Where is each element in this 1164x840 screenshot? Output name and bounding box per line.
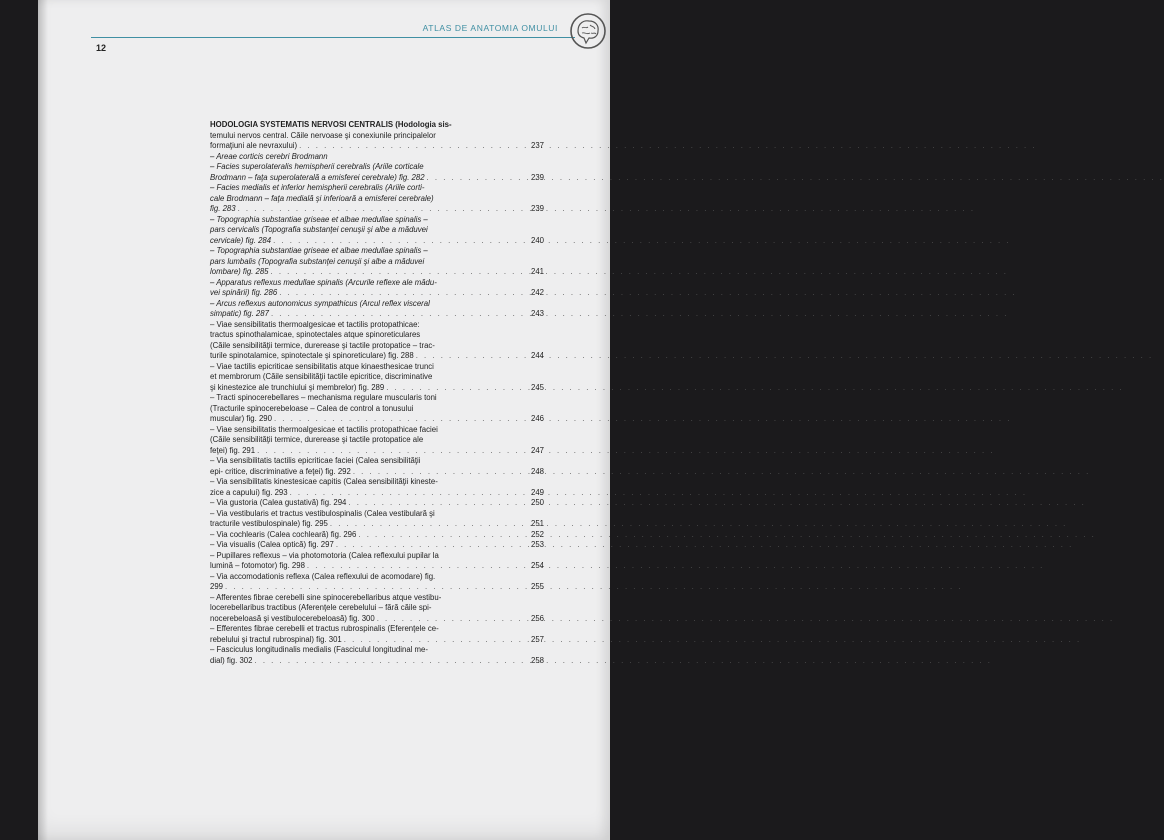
toc-entry-text: – Facies medialis et inferior hemispherii cerebralis (Ariile corti- [210, 183, 425, 192]
toc-entry-line [210, 288, 544, 299]
toc-entry-line [210, 162, 516, 173]
dot-leader [254, 656, 991, 667]
toc-entry-text: rebelului şi tractul rubrospinal) fig. 301 [210, 634, 342, 644]
toc-page-number: 255 [530, 582, 544, 591]
dot-leader [274, 414, 1011, 425]
toc-entry [210, 624, 544, 645]
toc-entry [210, 592, 544, 625]
toc-entry-text: lumină – fotomotor) fig. 298 [210, 561, 305, 570]
toc-entry-line [210, 655, 544, 667]
toc-entry-line [210, 582, 544, 593]
dot-leader [273, 236, 1010, 247]
toc-entry-line [210, 613, 544, 625]
dot-leader [377, 614, 1114, 625]
toc-page-number: 239 [530, 172, 544, 182]
toc-entry-text: tracturile vestibulospinale) fig. 295 [210, 519, 328, 528]
toc-page-number: 239 [530, 204, 544, 213]
toc-entry [210, 298, 544, 320]
toc-entry-line [210, 445, 544, 457]
toc-entry-text: formaţiuni ale nevraxului) [210, 141, 298, 150]
toc-entry [210, 183, 544, 215]
toc-entry-line [210, 603, 516, 614]
dot-leader [330, 519, 1067, 530]
toc-page-number: 237 [530, 141, 544, 150]
toc-entry-text: et membrorum (Căile sensibilităţii tactile epicritice, discriminative [210, 372, 433, 381]
dot-leader [279, 288, 1016, 299]
toc-entry-line [210, 425, 516, 436]
toc-entry [210, 529, 544, 541]
toc-entry-text: – Via vestibularis et tractus vestibulospinalis (Calea vestibulară şi [210, 508, 435, 518]
toc-entry-line [210, 320, 516, 331]
toc-page-number: 244 [530, 351, 544, 360]
toc-entry-text: – Via sensibilitatis tactilis epicriticae faciei (Calea sensibilităţii [210, 456, 421, 465]
toc-entry-line [210, 382, 544, 394]
dot-leader [344, 635, 1081, 646]
toc-page-number: 241 [530, 267, 544, 276]
toc-entry-text: – Via sensibilitatis kinestesicae capitis (Calea sensibilităţii kineste- [210, 477, 438, 486]
toc-entry-text: simpatic) fig. 287 [210, 309, 269, 318]
toc-entry-text: – Apparatus reflexus medullae spinalis (Arcurile reflexe ale mădu- [210, 277, 437, 287]
toc-page-number: 249 [530, 487, 544, 497]
toc-entry [210, 498, 544, 509]
toc-entry-line [210, 572, 516, 583]
toc-entry-text: – Fasciculus longitudinalis medialis (Fasciculul longitudinal me- [210, 645, 428, 654]
toc-entry-line [210, 593, 516, 604]
toc-page-number: 243 [530, 309, 544, 318]
toc-entry-line [210, 645, 516, 656]
toc-entry-line [210, 309, 544, 320]
toc-entry [210, 319, 544, 362]
toc-entry-line [210, 152, 516, 163]
toc-entry-line [210, 225, 516, 236]
toc-entry-text: – Arcus reflexus autonomicus sympathicus (Arcul reflex visceral [210, 298, 430, 308]
toc-page-number: 247 [530, 445, 544, 455]
toc-entry-line [210, 477, 516, 488]
toc-page-number: 250 [530, 498, 544, 507]
dot-leader [271, 309, 1008, 320]
toc-entry [210, 645, 544, 666]
toc-entry [210, 477, 544, 498]
toc-entry [210, 277, 544, 299]
toc-entry [210, 246, 544, 278]
toc-entry-text: – Topographia substantiae griseae et albae medullae spinalis – [210, 246, 428, 255]
toc-entry [210, 152, 516, 163]
toc-entry-text: feţei) fig. 291 [210, 445, 256, 455]
toc-entry [210, 214, 544, 247]
toc-entry-line [210, 498, 544, 509]
toc-entry-line [210, 551, 516, 562]
toc-entry-text: – Via accomodationis reflexa (Calea reflexului de acomodare) fig. [210, 571, 436, 581]
dot-leader [271, 267, 1008, 278]
toc-entry [210, 120, 544, 152]
toc-entry-text: – Viae sensibilitatis thermoalgesicae et tactilis protopathicae faciei [210, 424, 438, 434]
toc-entry-text: tractus spinothalamicae, spinotectales atque spinoreticulares [210, 330, 421, 339]
toc-entry-line [210, 624, 516, 635]
dot-leader [307, 561, 1044, 572]
toc-entry-text: vei spinării) fig. 286 [210, 288, 278, 297]
toc-entry-text: (Tracturile spinocerebeloase – Calea de control a tonusului [210, 403, 414, 413]
dot-leader [238, 204, 975, 215]
toc-page-number: 242 [530, 288, 544, 297]
toc-page-number: 240 [530, 235, 544, 245]
toc-entry-line [210, 278, 516, 289]
toc-entry-text: pars cervicalis (Topografia substanţei cenuşii şi albe a măduvei [210, 225, 428, 234]
toc-entry-line [210, 120, 516, 131]
toc-entry-text: locerebellaribus tractibus (Aferenţele cerebelului – fără căile spi- [210, 603, 432, 612]
toc-entry-text: – Via cochlearis (Calea cochleară) fig. 296 [210, 529, 357, 539]
page-number: 12 [96, 43, 107, 53]
toc-page-number: 258 [530, 655, 544, 665]
toc-entry-line [210, 299, 516, 310]
toc-entry-line [210, 529, 544, 541]
toc-entry-line [210, 267, 544, 278]
toc-entry-text: şi kinestezice ale trunchiului şi membrelor) fig. 289 [210, 382, 385, 392]
toc-entry-text: – Efferentes fibrae cerebelli et tractus rubrospinalis (Eferenţele ce- [210, 624, 439, 633]
toc-page-number: 252 [530, 529, 544, 539]
toc-entry-text: nocerebeloasă şi vestibulocerebeloasă) fig. 300 [210, 613, 375, 623]
toc-entry-line [210, 372, 516, 383]
toc-entry-line [210, 330, 516, 341]
running-title: ATLAS DE ANATOMIA OMULUI [422, 23, 558, 33]
toc-entry-line [210, 634, 544, 646]
dot-leader [225, 582, 962, 593]
toc-entry-text: HODOLOGIA SYSTEMATIS NERVOSI CENTRALIS (Hodologia sis- [210, 120, 452, 129]
toc-entry-line [210, 414, 544, 425]
book-page [38, 0, 610, 840]
dot-leader [386, 383, 1123, 394]
toc-entry-text: Brodmann – faţa superolaterală a emisferei cerebrale) fig. 282 [210, 172, 425, 182]
toc-entry-line [210, 393, 516, 404]
toc-entry-line [210, 362, 516, 373]
dot-leader [290, 488, 1027, 499]
table-of-contents [210, 120, 544, 666]
toc-entry-line [210, 435, 516, 446]
toc-entry-text: lombare) fig. 285 [210, 267, 269, 276]
toc-entry-text: muscular) fig. 290 [210, 414, 272, 423]
toc-entry-line [210, 194, 516, 205]
toc-page-number: 254 [530, 561, 544, 570]
toc-entry [210, 162, 544, 183]
toc-entry-text: – Afferentes fibrae cerebelli sine spinocerebellaribus atque vestibu- [210, 592, 442, 602]
toc-entry-line [210, 183, 516, 194]
toc-entry-text: – Via gustoria (Calea gustativă) fig. 294 [210, 498, 347, 507]
dot-leader [336, 540, 1073, 551]
toc-entry-line [210, 487, 544, 499]
toc-entry-text: temului nervos central. Căile nervoase şi conexiunile principalelor [210, 130, 436, 140]
toc-entry-line [210, 351, 544, 362]
toc-entry [210, 393, 544, 425]
toc-page-number: 246 [530, 414, 544, 423]
toc-entry-text: cale Brodmann – faţa medială şi inferioară a emisferei cerebrale) [210, 193, 434, 203]
toc-entry-text: – Viae sensibilitatis thermoalgesicae et tactilis protopathicae: [210, 319, 420, 329]
toc-entry [210, 508, 544, 530]
toc-entry-text: – Facies superolateralis hemispherii cerebralis (Ariile corticale [210, 162, 424, 171]
toc-entry-line [210, 246, 516, 257]
toc-entry-line [210, 172, 544, 184]
spine-shadow [38, 0, 48, 840]
toc-entry-line [210, 235, 544, 247]
toc-page-number: 253 [530, 540, 544, 549]
toc-entry-line [210, 204, 544, 215]
toc-entry-text: cervicale) fig. 284 [210, 235, 272, 245]
toc-entry [210, 456, 544, 477]
toc-entry [210, 571, 544, 593]
dot-leader [299, 141, 1036, 152]
toc-entry-line [210, 540, 544, 551]
toc-entry-line [210, 466, 544, 478]
toc-entry [210, 361, 544, 394]
toc-entry-text: (Căile sensibilităţii termice, durerease şi tactile protopatice ale [210, 435, 424, 444]
toc-entry-line [210, 215, 516, 226]
toc-entry-text: zice a capului) fig. 293 [210, 487, 288, 497]
toc-entry-text: epi- critice, discriminative a feţei) fig. 292 [210, 466, 351, 476]
toc-entry-line [210, 131, 516, 142]
toc-entry [210, 550, 544, 572]
toc-entry [210, 424, 544, 457]
toc-entry-text: dial) fig. 302 [210, 655, 253, 665]
toc-entry-text: – Topographia substantiae griseae et albae medullae spinalis – [210, 214, 428, 224]
toc-entry-text: 299 [210, 582, 224, 591]
toc-entry-line [210, 404, 516, 415]
dot-leader [358, 530, 1095, 541]
toc-entry-text: pars lumbalis (Topografia substanţei cenuşii şi albe a măduvei [210, 256, 425, 266]
toc-entry-text: fig. 283 [210, 204, 236, 213]
toc-page-number: 251 [530, 519, 544, 528]
dot-leader [353, 467, 1090, 478]
dot-leader [257, 446, 994, 457]
toc-entry-text: – Via visualis (Calea optică) fig. 297 [210, 540, 334, 549]
toc-entry-line [210, 141, 544, 152]
toc-entry [210, 540, 544, 551]
toc-entry-line [210, 257, 516, 268]
toc-page-number: 257 [530, 634, 544, 644]
brain-logo-icon [568, 11, 608, 51]
toc-entry-text: turile spinotalamice, spinotectale şi spinoreticulare) fig. 288 [210, 351, 414, 360]
toc-entry-line [210, 561, 544, 572]
toc-entry-text: – Viae tactilis epicriticae sensibilitatis atque kinaesthesicae trunci [210, 361, 434, 371]
toc-entry-line [210, 341, 516, 352]
toc-entry-text: (Căile sensibilităţii termice, durerease şi tactile protopatice – trac- [210, 340, 435, 350]
toc-entry-text: – Areae corticis cerebri Brodmann [210, 151, 328, 161]
header-rule [91, 37, 575, 38]
toc-page-number: 245 [530, 382, 544, 392]
dot-leader [348, 498, 1085, 509]
toc-entry-line [210, 456, 516, 467]
toc-entry-line [210, 509, 516, 520]
toc-entry-text: – Pupillares reflexus – via photomotoria (Calea reflexului pupilar la [210, 550, 439, 560]
toc-page-number: 248 [530, 466, 544, 476]
toc-page-number: 256 [530, 613, 544, 623]
toc-entry-line [210, 519, 544, 530]
toc-entry-text: – Tracti spinocerebellares – mechanisma regulare muscularis toni [210, 393, 437, 402]
